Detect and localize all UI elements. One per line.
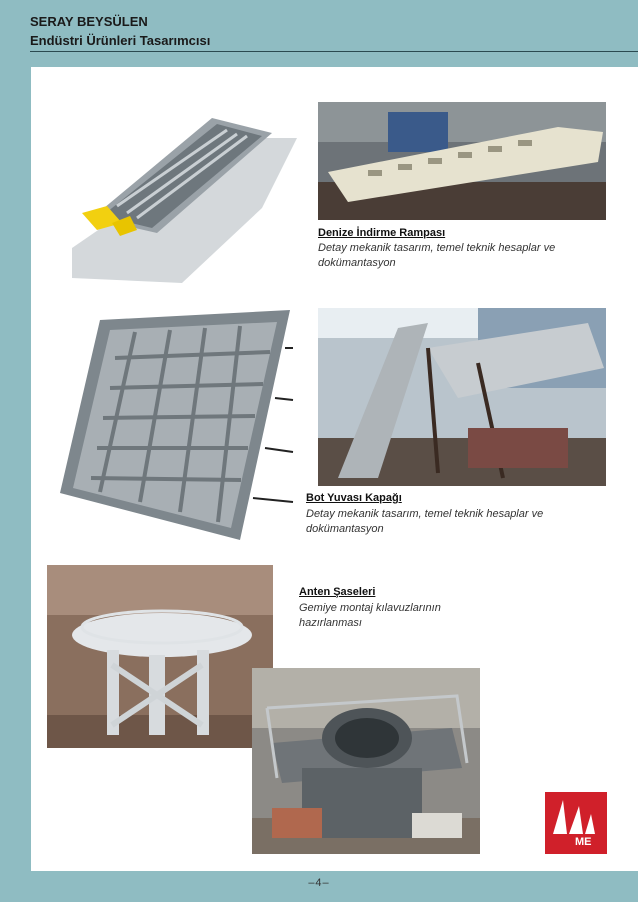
hatch-render-image	[55, 308, 295, 546]
ramp-render-image	[62, 98, 302, 288]
company-logo	[545, 792, 607, 854]
ramp-title: Denize İndirme Rampası	[318, 227, 446, 239]
antenna-desc-line2: hazırlanması	[299, 617, 362, 629]
ramp-photo	[318, 102, 606, 220]
hatch-desc-line1: Detay mekanik tasarım, temel teknik hesaplar ve	[306, 508, 544, 520]
hatch-desc-line2: dokümantasyon	[306, 523, 384, 535]
page-number: –4–	[308, 877, 330, 889]
hatch-photo	[318, 308, 606, 486]
page-header	[0, 0, 638, 68]
ramp-desc-line1: Detay mekanik tasarım, temel teknik hesaplar ve	[318, 242, 556, 254]
author-title: Endüstri Ürünleri Tasarımcısı	[30, 33, 211, 48]
ramp-desc-line2: dokümantasyon	[318, 257, 396, 269]
author-name: SERAY BEYSÜLEN	[30, 14, 148, 29]
antenna-chassis-photo-2	[252, 668, 480, 854]
antenna-desc-line1: Gemiye montaj kılavuzlarının	[299, 602, 441, 614]
header-divider	[30, 51, 638, 52]
hatch-title: Bot Yuvası Kapağı	[306, 492, 402, 504]
antenna-chassis-photo-1	[47, 565, 273, 748]
antenna-title: Anten Şaseleri	[299, 586, 376, 598]
logo-text: ME	[575, 836, 592, 848]
